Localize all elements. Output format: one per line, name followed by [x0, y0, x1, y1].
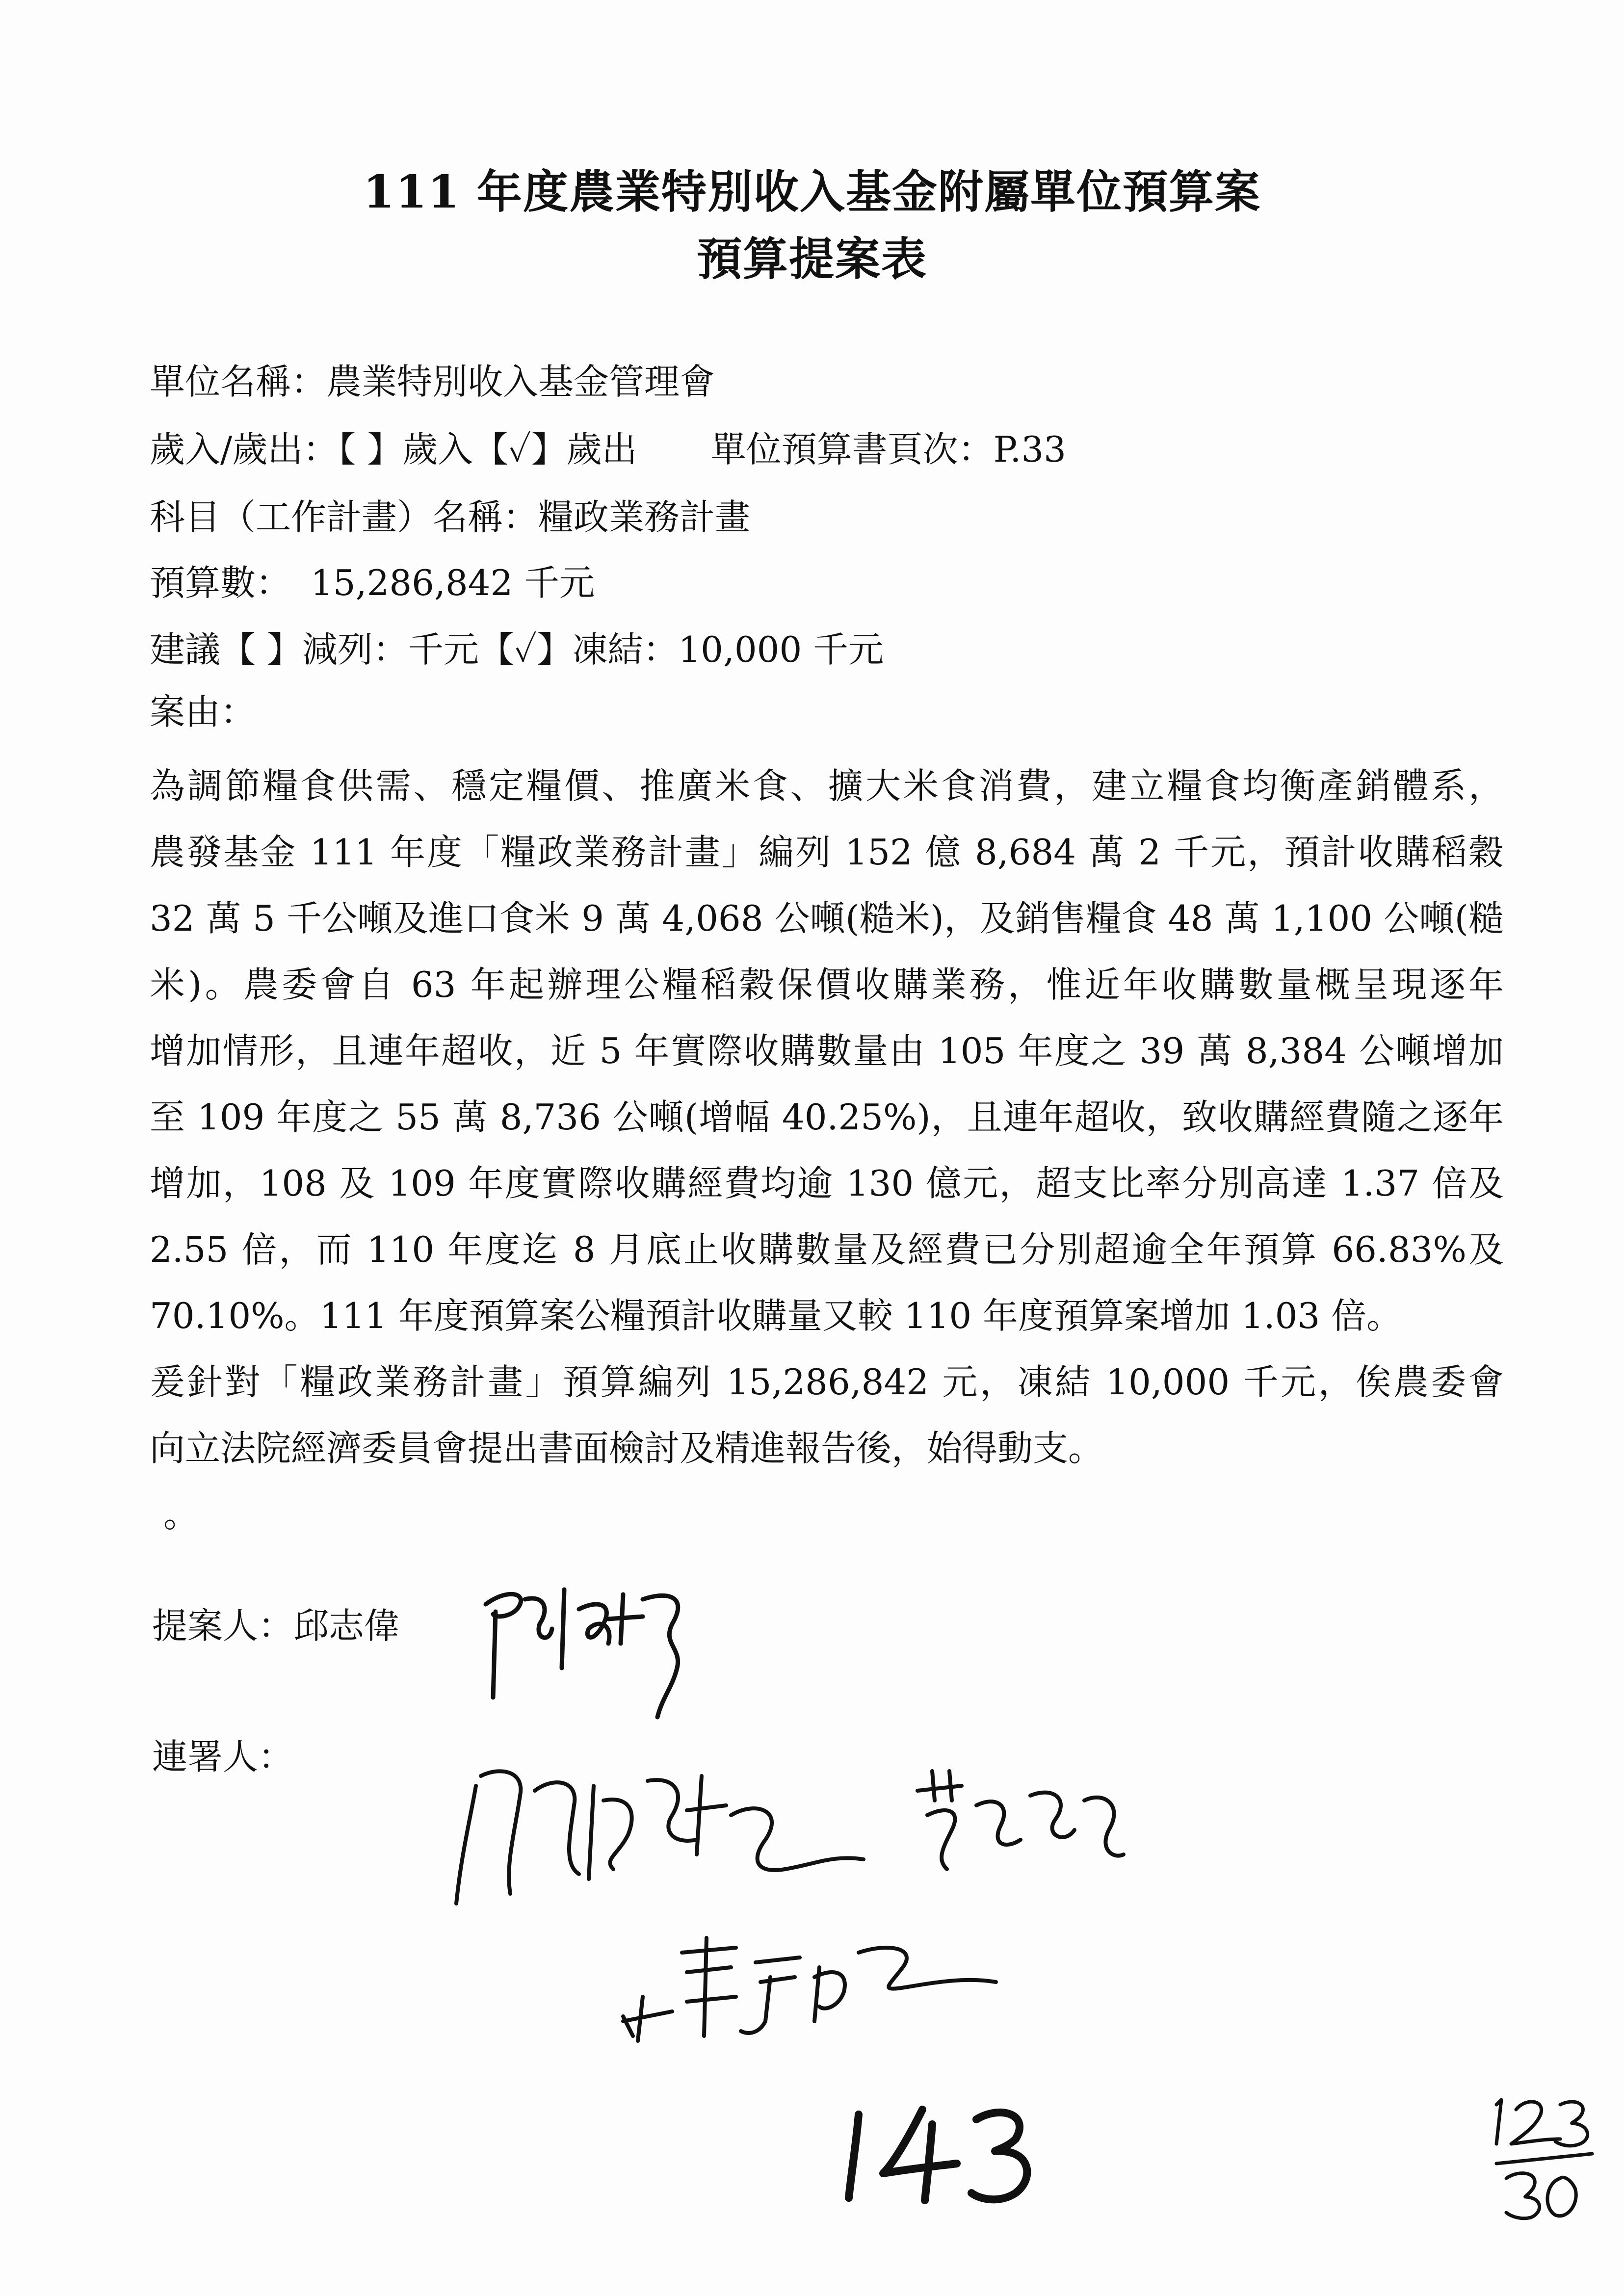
reason-line-4: 米)。農委會自 63 年起辦理公糧稻穀保價收購業務，惟近年收購數量概呈現逐年 [150, 964, 1504, 1005]
proposer-signature [466, 1570, 702, 1727]
suggest-label: 建議 [150, 629, 221, 670]
proposer-row [152, 1605, 400, 1646]
reason-line-5: 增加情形，且連年超收，近 5 年實際收購數量由 105 年度之 39 萬 8,384 公噸增加 [150, 1030, 1504, 1071]
document-subtitle: 預算提案表 [696, 233, 927, 286]
cosigner-label: 連署人： [152, 1736, 294, 1777]
budget-page-value: P.33 [993, 429, 1066, 470]
freeze-option: 【✓】凍結：10,000 千元 [478, 629, 884, 670]
unit-name-label: 單位名稱： [150, 361, 327, 402]
cosigner-signature-1 [442, 1756, 873, 1918]
expense-option: 【✓】歲出 [473, 429, 637, 470]
reason-line-7: 增加，108 及 109 年度實際收購經費均逾 130 億元，超支比率分別高達 1.37 倍及 [150, 1163, 1504, 1204]
reason-line-12: 。 [163, 1494, 199, 1535]
document-title: 111 年度農業特別收入基金附屬單位預算案 [363, 165, 1261, 218]
income-option: 【 】歲入 [338, 429, 473, 470]
income-expense-row [150, 429, 1066, 470]
reason-body [150, 753, 1504, 1548]
corner-note [1487, 2090, 1599, 2227]
reason-line-11: 向立法院經濟委員會提出書面檢討及精進報告後，始得動支。 [150, 1428, 1104, 1469]
reduce-option: 【 】減列：千元 [220, 629, 479, 670]
income-expense-label: 歲入/歲出： [150, 429, 339, 470]
budget-page-label: 單位預算書頁次： [710, 429, 994, 470]
unit-name-row [150, 361, 715, 402]
cosigner-signature-2 [908, 1761, 1133, 1879]
cosigner-signature-3 [613, 1923, 1006, 2051]
subject-row [150, 496, 751, 538]
reason-line-3: 32 萬 5 千公噸及進口食米 9 萬 4,068 公噸(糙米)，及銷售糧食 48 萬 1,100 公噸(糙 [150, 898, 1504, 939]
subject-value: 糧政業務計畫 [538, 496, 751, 538]
proposer-label: 提案人： [152, 1605, 294, 1646]
page-number [834, 2095, 1040, 2208]
reason-line-2: 農發基金 111 年度「糧政業務計畫」編列 152 億 8,684 萬 2 千元，預計收購稻穀 [150, 832, 1504, 873]
subject-label: 科目（工作計畫）名稱： [150, 496, 539, 538]
reason-line-1: 為調節糧食供需、穩定糧價、推廣米食、擴大米食消費，建立糧食均衡產銷體系， [150, 765, 1504, 807]
suggestion-row [150, 629, 884, 670]
proposer-name: 邱志偉 [293, 1605, 400, 1646]
reason-line-6: 至 109 年度之 55 萬 8,736 公噸(增幅 40.25%)，且連年超收，致收購經費隨之逐年 [150, 1096, 1504, 1138]
reason-line-10: 爰針對「糧政業務計畫」預算編列 15,286,842 元，凍結 10,000 千元，俟農委會 [150, 1361, 1504, 1403]
reason-label: 案由： [150, 691, 256, 732]
reason-line-9: 70.10%。111 年度預算案公糧預計收購量又較 110 年度預算案增加 1.03 倍。 [150, 1295, 1402, 1336]
unit-name-value: 農業特別收入基金管理會 [326, 361, 715, 402]
budget-amount-row [150, 562, 595, 603]
budget-amount-label: 預算數： [150, 562, 291, 603]
budget-amount-value: 15,286,842 千元 [311, 562, 595, 603]
reason-line-8: 2.55 倍，而 110 年度迄 8 月底止收購數量及經費已分別超逾全年預算 66.83%及 [150, 1229, 1504, 1270]
